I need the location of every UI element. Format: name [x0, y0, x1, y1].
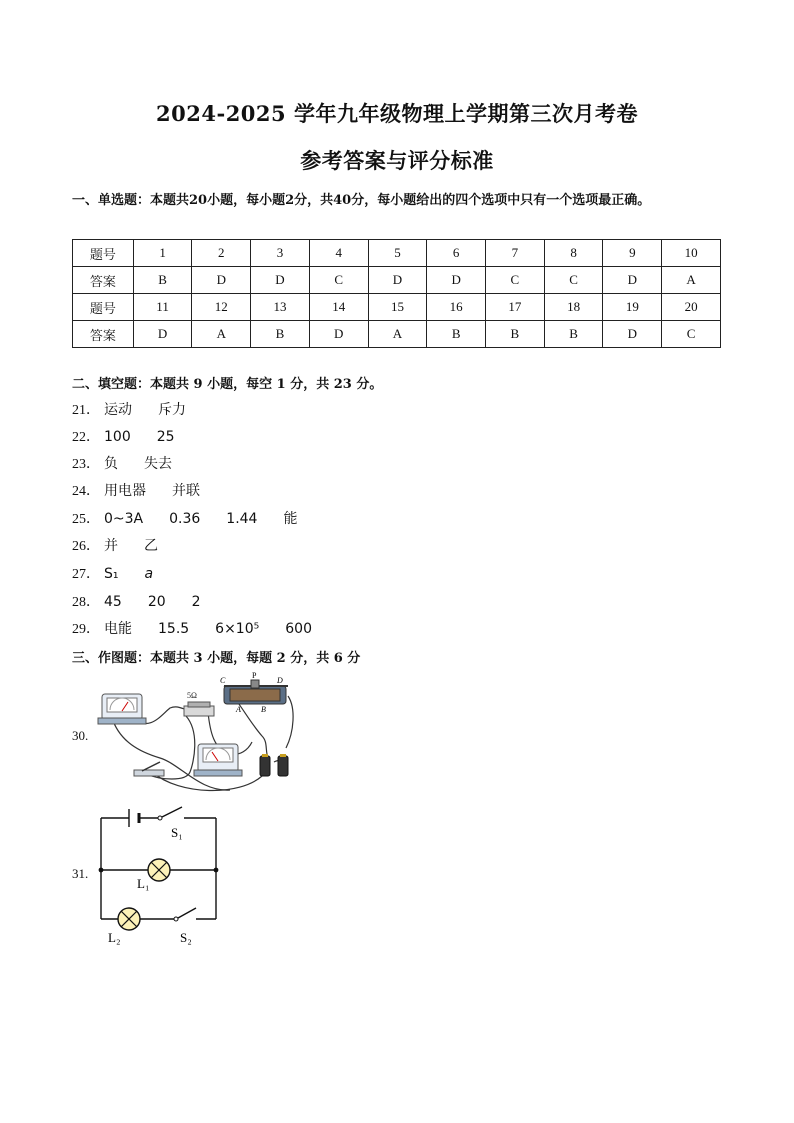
answer-number: 27． [72, 567, 100, 582]
rheostat-label-a: A [236, 705, 241, 714]
table-cell: 13 [251, 294, 310, 321]
section3-heading: 三、作图题：本题共 3 小题，每题 2 分，共 6 分 [72, 651, 361, 666]
row-label: 题号 [73, 294, 134, 321]
answer-blank: 45 [104, 594, 122, 610]
answer-table [72, 239, 721, 348]
answer-blank: 负 [104, 456, 118, 472]
table-cell: 10 [662, 240, 721, 267]
table-cell: D [603, 321, 662, 348]
table-row [73, 294, 721, 321]
table-cell: D [309, 321, 368, 348]
row-label: 答案 [73, 267, 134, 294]
section2-heading: 二、填空题：本题共 9 小题，每空 1 分，共 23 分。 [72, 377, 383, 392]
table-cell: D [133, 321, 192, 348]
answer-number: 24． [72, 484, 100, 499]
table-cell: D [427, 267, 486, 294]
table-cell: B [133, 267, 192, 294]
section1-heading: 一、单选题：本题共20小题，每小题2分，共40分，每小题给出的四个选项中只有一个选项最正确。 [72, 193, 651, 208]
answer-blank: 600 [285, 621, 312, 637]
rheostat-label-p: P [252, 672, 257, 680]
label-l2: L₂ [108, 930, 121, 945]
junction-dot [214, 868, 219, 873]
table-cell: 17 [486, 294, 545, 321]
table-cell: D [368, 267, 427, 294]
row-label: 答案 [73, 321, 134, 348]
switch-s1-icon [158, 816, 162, 820]
resistor-icon [184, 702, 214, 716]
answer-number: 26． [72, 539, 100, 554]
question-31-number: 31. [72, 866, 89, 881]
table-cell: 20 [662, 294, 721, 321]
answer-line-25 [72, 508, 323, 528]
answer-blank: a [144, 566, 154, 582]
table-cell: C [486, 267, 545, 294]
table-cell: B [486, 321, 545, 348]
answer-blank: 1.44 [226, 511, 258, 527]
ammeter-icon [98, 694, 146, 724]
wire [286, 696, 293, 748]
answer-blank: 25 [156, 429, 175, 445]
rheostat-label-b: B [261, 705, 266, 714]
table-cell: 11 [133, 294, 192, 321]
question-30-number: 30. [72, 728, 89, 743]
table-cell: 4 [309, 240, 368, 267]
answer-number: 25． [72, 512, 100, 527]
answer-blank: 15.5 [158, 621, 190, 637]
table-cell: A [368, 321, 427, 348]
table-cell: 6 [427, 240, 486, 267]
answer-line-26 [72, 535, 184, 555]
page-subtitle: 参考答案与评分标准 [300, 148, 494, 173]
answer-line-29 [72, 618, 338, 638]
answer-number: 21． [72, 403, 100, 418]
answer-blank: S₁ [104, 566, 119, 582]
table-cell: D [603, 267, 662, 294]
answer-blank: 0.36 [169, 511, 201, 527]
table-cell: B [251, 321, 310, 348]
table-cell: B [427, 321, 486, 348]
table-cell: 9 [603, 240, 662, 267]
answer-blank: 并联 [172, 483, 200, 499]
table-cell: 7 [486, 240, 545, 267]
answer-blank: 6×10⁵ [215, 621, 260, 637]
answer-line-22 [72, 426, 201, 446]
battery-icon [260, 754, 288, 776]
answer-number: 29． [72, 622, 100, 637]
answer-line-28 [72, 591, 227, 611]
resistor-label: 5Ω [187, 691, 197, 700]
table-cell: 16 [427, 294, 486, 321]
table-cell: 12 [192, 294, 251, 321]
answer-blank: 运动 [104, 402, 132, 418]
answer-blank: 能 [283, 511, 298, 527]
label-s2: S₂ [180, 930, 192, 945]
rheostat-label-c: C [220, 676, 226, 685]
lamp-l2-icon [118, 908, 140, 930]
answer-blank: 电能 [104, 621, 132, 637]
answer-line-23 [72, 453, 198, 473]
answer-blank: 0~3A [104, 511, 144, 527]
table-cell: D [251, 267, 310, 294]
answer-blank: 并 [104, 538, 118, 554]
answer-line-21 [72, 399, 212, 419]
table-row [73, 240, 721, 267]
answer-number: 28． [72, 595, 100, 610]
table-row [73, 267, 721, 294]
answer-blank: 2 [191, 594, 201, 610]
label-s1: S₁ [171, 825, 183, 840]
switch-icon [134, 762, 164, 776]
answer-blank: 100 [104, 429, 131, 445]
table-cell: 18 [544, 294, 603, 321]
table-cell: 1 [133, 240, 192, 267]
table-cell: 3 [251, 240, 310, 267]
table-cell: A [192, 321, 251, 348]
answer-blank: 乙 [144, 538, 158, 554]
table-cell: 5 [368, 240, 427, 267]
answer-blank: 斥力 [158, 402, 186, 418]
switch-s2-icon [174, 917, 178, 921]
answer-number: 22． [72, 430, 100, 445]
table-cell: C [662, 321, 721, 348]
answer-number: 23． [72, 457, 100, 472]
table-row [73, 321, 721, 348]
answer-blank: 失去 [144, 456, 172, 472]
answer-line-24 [72, 480, 226, 500]
table-cell: 19 [603, 294, 662, 321]
answer-blank: 用电器 [104, 483, 146, 499]
table-cell: C [309, 267, 368, 294]
table-cell: C [544, 267, 603, 294]
table-cell: 8 [544, 240, 603, 267]
label-l1: L₁ [137, 876, 150, 891]
row-label: 题号 [73, 240, 134, 267]
switch-s1-icon [162, 807, 182, 817]
circuit-figure-30 [90, 672, 310, 802]
circuit-figure-31 [96, 800, 226, 950]
page-title: 2024-2025 学年九年级物理上学期第三次月考卷 [156, 101, 638, 126]
switch-s2-icon [178, 908, 196, 918]
answer-blank: 20 [147, 594, 166, 610]
table-cell: 14 [309, 294, 368, 321]
junction-dot [99, 868, 104, 873]
lamp-l1-icon [148, 859, 170, 881]
table-cell: 15 [368, 294, 427, 321]
table-cell: 2 [192, 240, 251, 267]
table-cell: B [544, 321, 603, 348]
rheostat-label-d: D [277, 676, 283, 685]
answer-line-27 [72, 563, 179, 583]
table-cell: A [662, 267, 721, 294]
table-cell: D [192, 267, 251, 294]
voltmeter-icon [194, 744, 242, 776]
